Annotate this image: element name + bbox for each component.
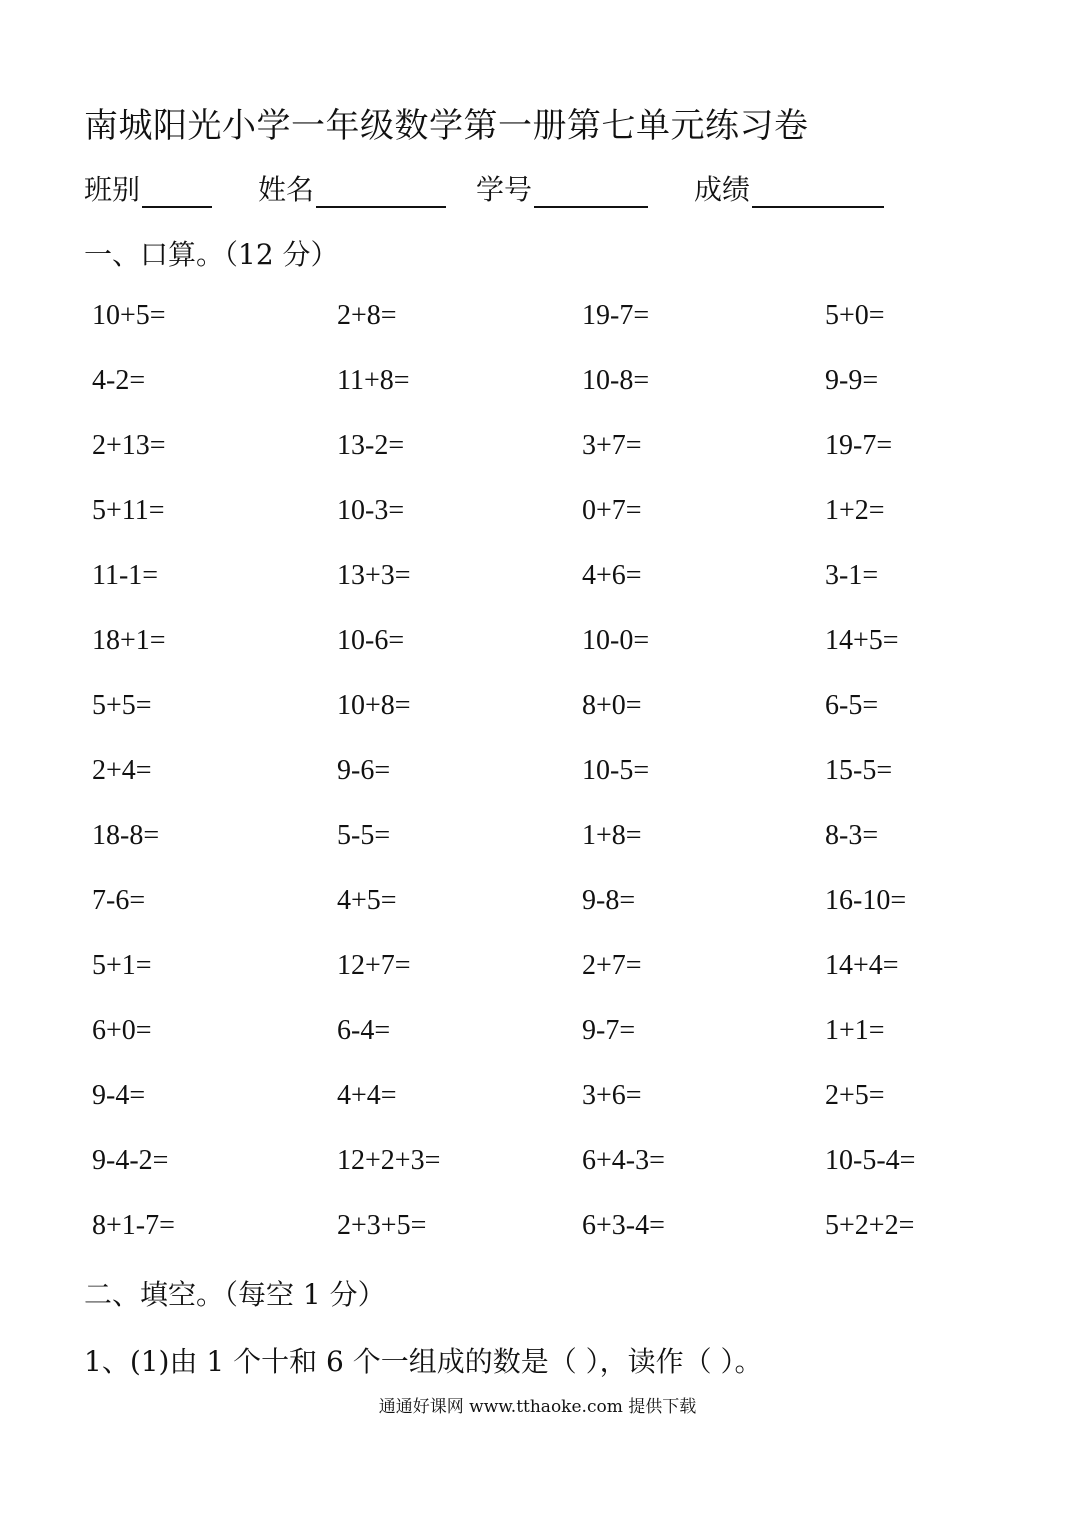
math-problem: 11+8=	[337, 365, 410, 396]
math-problem: 1+2=	[825, 495, 885, 526]
math-problem: 19-7=	[825, 430, 893, 461]
math-problem: 9-9=	[825, 365, 879, 396]
score-field	[694, 168, 884, 208]
math-problem: 9-4=	[92, 1080, 146, 1111]
math-problem: 3+6=	[582, 1080, 642, 1111]
class-field	[84, 168, 212, 208]
math-problem: 6+0=	[92, 1015, 152, 1046]
math-problem: 8+1-7=	[92, 1210, 175, 1241]
math-problem: 11-1=	[92, 560, 159, 591]
math-problem: 5+0=	[825, 300, 885, 331]
class-label: 班别	[84, 173, 141, 206]
math-problem: 10-5-4=	[825, 1145, 916, 1176]
math-problem: 18+1=	[92, 625, 166, 656]
student-info-row	[84, 168, 984, 208]
name-label: 姓名	[258, 173, 315, 206]
math-problem: 7-6=	[92, 885, 146, 916]
math-problem: 6+4-3=	[582, 1145, 665, 1176]
math-problem: 10+8=	[337, 690, 411, 721]
math-problem: 2+7=	[582, 950, 642, 981]
math-problem: 10-5=	[582, 755, 650, 786]
math-problem: 19-7=	[582, 300, 650, 331]
math-problem: 12+2+3=	[337, 1145, 441, 1176]
math-problem: 9-4-2=	[92, 1145, 169, 1176]
math-problem: 4+6=	[582, 560, 642, 591]
problem-row	[92, 950, 992, 1015]
problem-row	[92, 495, 992, 560]
math-problem: 14+4=	[825, 950, 899, 981]
page-title: 南城阳光小学一年级数学第一册第七单元练习卷	[84, 106, 809, 146]
math-problem: 6-5=	[825, 690, 879, 721]
math-problem: 2+4=	[92, 755, 152, 786]
math-problem: 10-6=	[337, 625, 405, 656]
math-problem: 13-2=	[337, 430, 405, 461]
section2-heading: 二、填空。（每空 1 分）	[84, 1278, 386, 1311]
mental-math-grid	[92, 300, 992, 1275]
math-problem: 2+8=	[337, 300, 397, 331]
math-problem: 14+5=	[825, 625, 899, 656]
problem-row	[92, 625, 992, 690]
math-problem: 10-8=	[582, 365, 650, 396]
fill-in-question-1: 1、(1)由 1 个十和 6 个一组成的数是（ ），读作（ ）。	[84, 1345, 763, 1378]
problem-row	[92, 1015, 992, 1080]
math-problem: 15-5=	[825, 755, 893, 786]
math-problem: 4+5=	[337, 885, 397, 916]
math-problem: 6+3-4=	[582, 1210, 665, 1241]
math-problem: 2+13=	[92, 430, 166, 461]
name-blank[interactable]	[316, 174, 446, 208]
math-problem: 13+3=	[337, 560, 411, 591]
math-problem: 0+7=	[582, 495, 642, 526]
footer-note: 通通好课网 www.tthaoke.com 提供下载	[378, 1397, 697, 1417]
math-problem: 5+5=	[92, 690, 152, 721]
problem-row	[92, 300, 992, 365]
score-label: 成绩	[694, 173, 751, 206]
math-problem: 9-7=	[582, 1015, 636, 1046]
problem-row	[92, 755, 992, 820]
math-problem: 1+8=	[582, 820, 642, 851]
problem-row	[92, 820, 992, 885]
student-no-blank[interactable]	[534, 174, 648, 208]
problem-row	[92, 1080, 992, 1145]
class-blank[interactable]	[142, 174, 212, 208]
math-problem: 3-1=	[825, 560, 879, 591]
math-problem: 6-4=	[337, 1015, 391, 1046]
student-no-label: 学号	[476, 173, 533, 206]
math-problem: 8+0=	[582, 690, 642, 721]
math-problem: 4-2=	[92, 365, 146, 396]
problem-row	[92, 430, 992, 495]
problem-row	[92, 560, 992, 625]
section1-heading: 一、口算。（12 分）	[84, 238, 339, 271]
math-problem: 5+1=	[92, 950, 152, 981]
math-problem: 16-10=	[825, 885, 907, 916]
score-blank[interactable]	[752, 174, 884, 208]
math-problem: 4+4=	[337, 1080, 397, 1111]
problem-row	[92, 365, 992, 430]
math-problem: 9-8=	[582, 885, 636, 916]
math-problem: 1+1=	[825, 1015, 885, 1046]
math-problem: 10+5=	[92, 300, 166, 331]
problem-row	[92, 1145, 992, 1210]
math-problem: 10-3=	[337, 495, 405, 526]
math-problem: 18-8=	[92, 820, 160, 851]
name-field	[258, 168, 446, 208]
problem-row	[92, 1210, 992, 1275]
math-problem: 3+7=	[582, 430, 642, 461]
student-no-field	[476, 168, 648, 208]
problem-row	[92, 690, 992, 755]
math-problem: 8-3=	[825, 820, 879, 851]
math-problem: 5-5=	[337, 820, 391, 851]
math-problem: 5+11=	[92, 495, 165, 526]
math-problem: 2+5=	[825, 1080, 885, 1111]
problem-row	[92, 885, 992, 950]
math-problem: 12+7=	[337, 950, 411, 981]
math-problem: 5+2+2=	[825, 1210, 915, 1241]
math-problem: 2+3+5=	[337, 1210, 427, 1241]
math-problem: 9-6=	[337, 755, 391, 786]
math-problem: 10-0=	[582, 625, 650, 656]
